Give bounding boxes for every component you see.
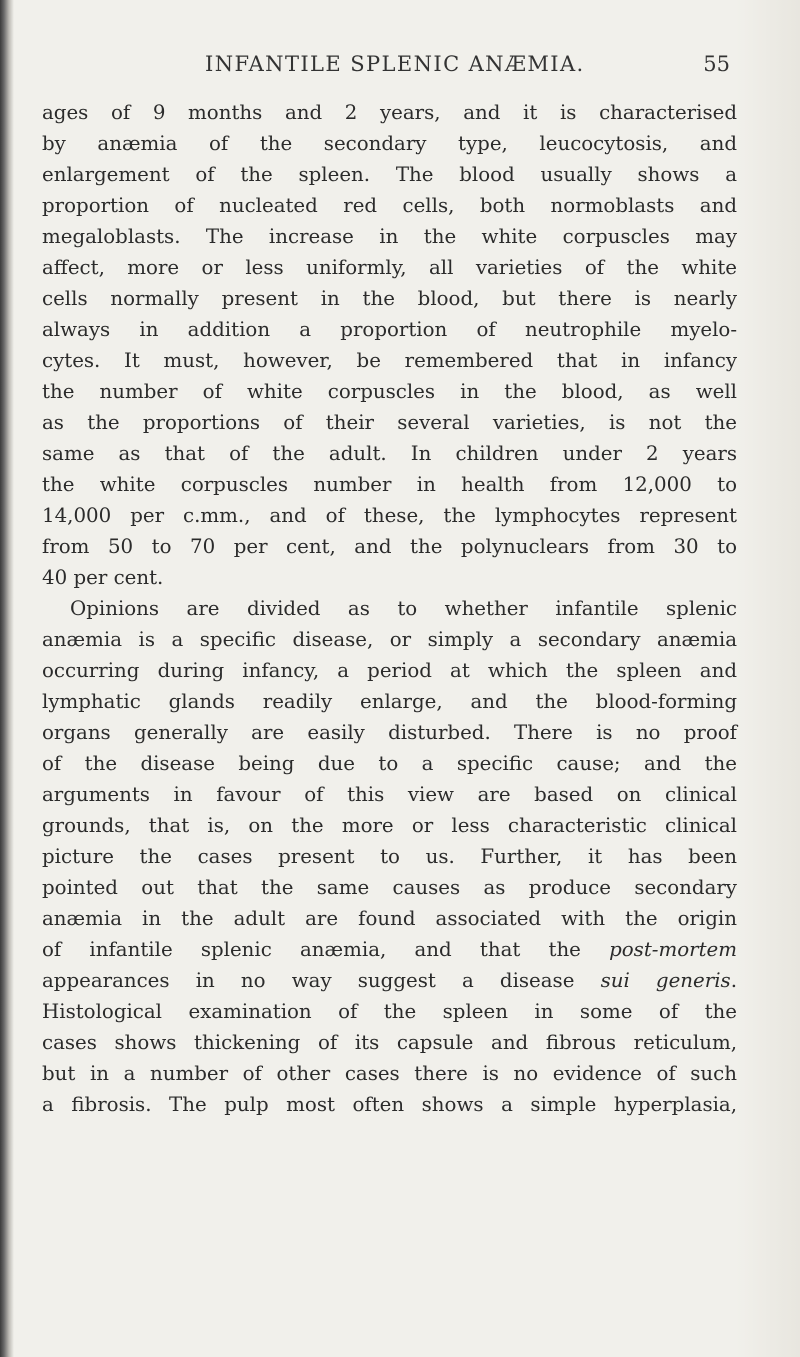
text-line: same as that of the adult. In children under 2 years	[42, 442, 737, 465]
text-line: 40 per cent.	[42, 566, 164, 589]
paragraph-start-line: Opinions are divided as to whether infantile splenic	[70, 597, 737, 620]
text-line: a fibrosis. The pulp most often shows a simple hyperplasia,	[42, 1093, 737, 1116]
text-line: megaloblasts. The increase in the white corpuscles may	[42, 225, 737, 248]
text-line: Histological examination of the spleen in some of the	[42, 1000, 737, 1023]
text-line: affect, more or less uniformly, all varieties of the white	[42, 256, 737, 279]
text-line: occurring during infancy, a period at which the spleen and	[42, 659, 737, 682]
text-line: always in addition a proportion of neutrophile myelo-	[42, 318, 737, 341]
text-line: enlargement of the spleen. The blood usually shows a	[42, 163, 737, 186]
page-number: 55	[703, 52, 730, 76]
text-line: the number of white corpuscles in the blood, as well	[42, 380, 737, 403]
body-text	[42, 97, 737, 1120]
text-line: of infantile splenic anæmia, and that the post-mortem	[42, 938, 737, 961]
text-line: lymphatic glands readily enlarge, and the blood-forming	[42, 690, 737, 713]
binding-gutter	[0, 0, 14, 1357]
text-line: grounds, that is, on the more or less characteristic clinical	[42, 814, 737, 837]
text-line: the white corpuscles number in health from 12,000 to	[42, 473, 737, 496]
text-line: ages of 9 months and 2 years, and it is characterised	[42, 101, 737, 124]
italic-term: post-mortem	[609, 938, 737, 961]
text-line: pointed out that the same causes as produce secondary	[42, 876, 737, 899]
text-line: appearances in no way suggest a disease sui generis.	[42, 969, 737, 992]
text-line: organs generally are easily disturbed. There is no proof	[42, 721, 737, 744]
text-line: but in a number of other cases there is no evidence of such	[42, 1062, 737, 1085]
text-line: anæmia is a specific disease, or simply a secondary anæmia	[42, 628, 737, 651]
running-title: INFANTILE SPLENIC ANÆMIA.	[205, 52, 585, 76]
text-line: cells normally present in the blood, but there is nearly	[42, 287, 737, 310]
italic-term: sui generis	[600, 969, 731, 992]
text-line: by anæmia of the secondary type, leucocytosis, and	[42, 132, 737, 155]
text-line: from 50 to 70 per cent, and the polynuclears from 30 to	[42, 535, 737, 558]
text-line: 14,000 per c.mm., and of these, the lymphocytes represent	[42, 504, 737, 527]
text-line: cases shows thickening of its capsule and fibrous reticulum,	[42, 1031, 737, 1054]
running-header	[205, 52, 730, 82]
text-line: cytes. It must, however, be remembered that in infancy	[42, 349, 737, 372]
text-line: picture the cases present to us. Further, it has been	[42, 845, 737, 868]
text-line: arguments in favour of this view are based on clinical	[42, 783, 737, 806]
text-line: as the proportions of their several varieties, is not the	[42, 411, 737, 434]
text-line: anæmia in the adult are found associated with the origin	[42, 907, 737, 930]
text-line: of the disease being due to a specific cause; and the	[42, 752, 737, 775]
text-line: proportion of nucleated red cells, both normoblasts and	[42, 194, 737, 217]
